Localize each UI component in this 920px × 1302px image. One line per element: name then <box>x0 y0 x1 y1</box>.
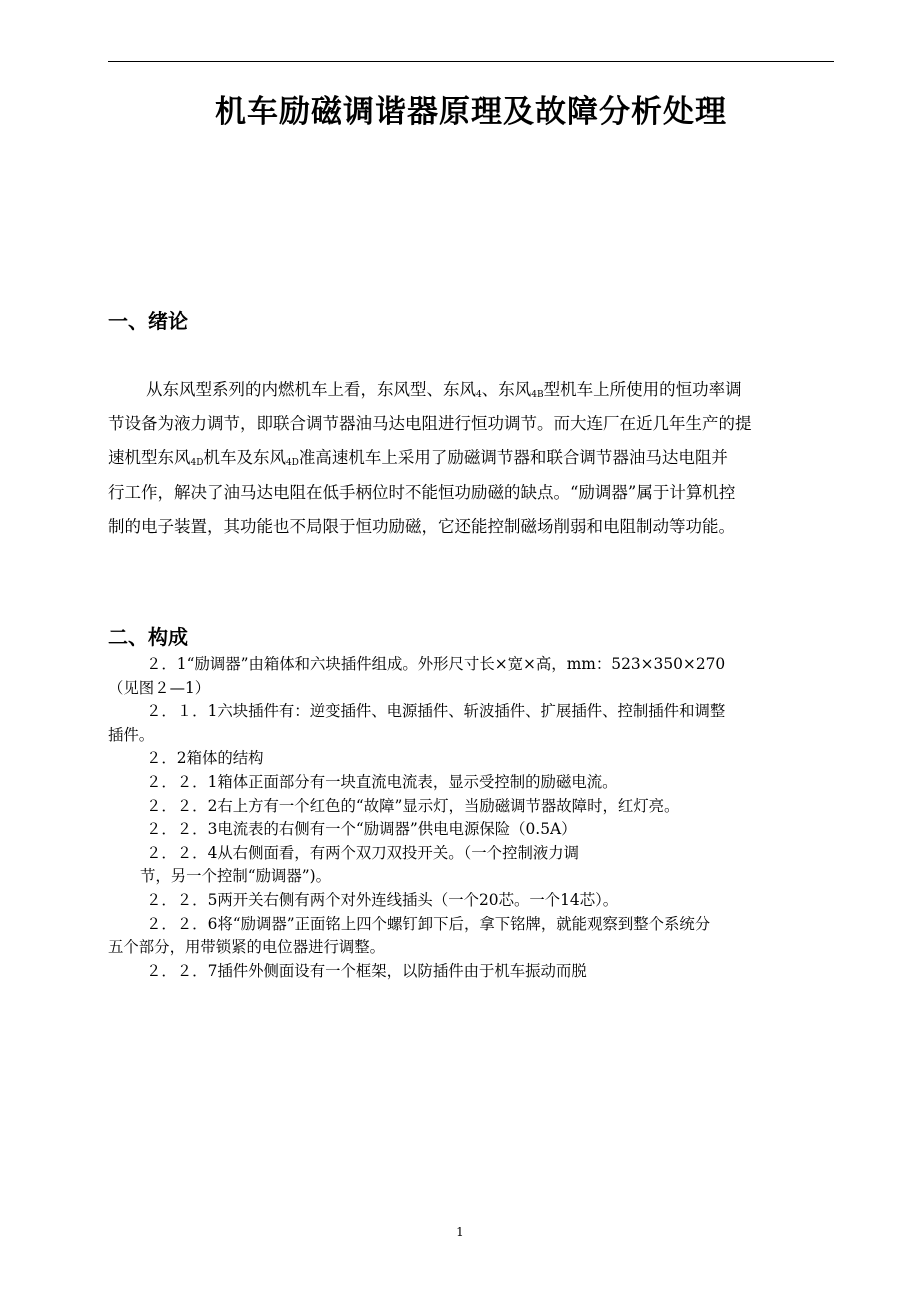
list-item: ２．1“励调器”由箱体和六块插件组成。外形尺寸长×宽×高，mm：523×350×270 <box>146 655 726 673</box>
list-item: ２．２．1箱体正面部分有一块直流电流表，显示受控制的励磁电流。 <box>146 772 618 791</box>
list-item: （见图２—1） <box>108 678 211 697</box>
list-item: ２．2箱体的结构 <box>146 749 264 768</box>
section-heading-introduction: 一、绪论 <box>108 309 188 333</box>
paragraph-line: 制的电子装置，其功能也不局限于恒功励磁，它还能控制磁场削弱和电阻制动等功能。 <box>108 516 735 536</box>
list-item: ２．２．5两开关右侧有两个对外连线插头（一个20芯。一个14芯）。 <box>146 890 619 909</box>
list-item: 节，另一个控制“励调器”)。 <box>140 867 332 886</box>
document-title: 机车励磁调谐器原理及故障分析处理 <box>215 94 727 130</box>
header-rule <box>108 61 834 62</box>
list-item: ２．２．4从右侧面看，有两个双刀双投开关。（一个控制液力调 <box>146 843 580 862</box>
list-item: ２．２．6将“励调器”正面铭上四个螺钉卸下后，拿下铭牌，就能观察到整个系统分 <box>146 914 711 933</box>
paragraph-line: 节设备为液力调节，即联合调节器油马达电阻进行恒功调节。而大连厂在近几年生产的提 <box>108 414 752 434</box>
section-heading-composition: 二、构成 <box>108 625 188 649</box>
list-item: ２．１．1六块插件有：逆变插件、电源插件、斩波插件、扩展插件、控制插件和调整 <box>146 702 726 721</box>
composition-list <box>108 653 834 983</box>
page-number: 1 <box>456 1225 464 1239</box>
list-item: 插件。 <box>108 725 155 744</box>
list-item: 五个部分，用带锁紧的电位器进行调整。 <box>108 938 386 957</box>
list-item: ２．２．3电流表的右侧有一个“励调器”供电电源保险（0.5A） <box>146 820 577 839</box>
paragraph-line: 从东风型系列的内燃机车上看，东风型、东风$_4$、东风$_{4B}$型机车上所使用的恒功率调 <box>146 380 742 400</box>
paragraph-line: 速机型东风$_{4D}$机车及东风$_{4D}$准高速机车上采用了励磁调节器和联合调节器油马达电阻并 <box>108 448 728 469</box>
paragraph-line: 行工作，解决了油马达电阻在低手柄位时不能恒功励磁的缺点。“励调器”属于计算机控 <box>108 482 736 502</box>
list-item: ２．２．7插件外侧面设有一个框架，以防插件由于机车振动而脱 <box>146 961 587 980</box>
introduction-paragraph <box>108 373 834 544</box>
list-item: ２．２．2右上方有一个红色的“故障”显示灯，当励磁调节器故障时，红灯亮。 <box>146 796 680 815</box>
